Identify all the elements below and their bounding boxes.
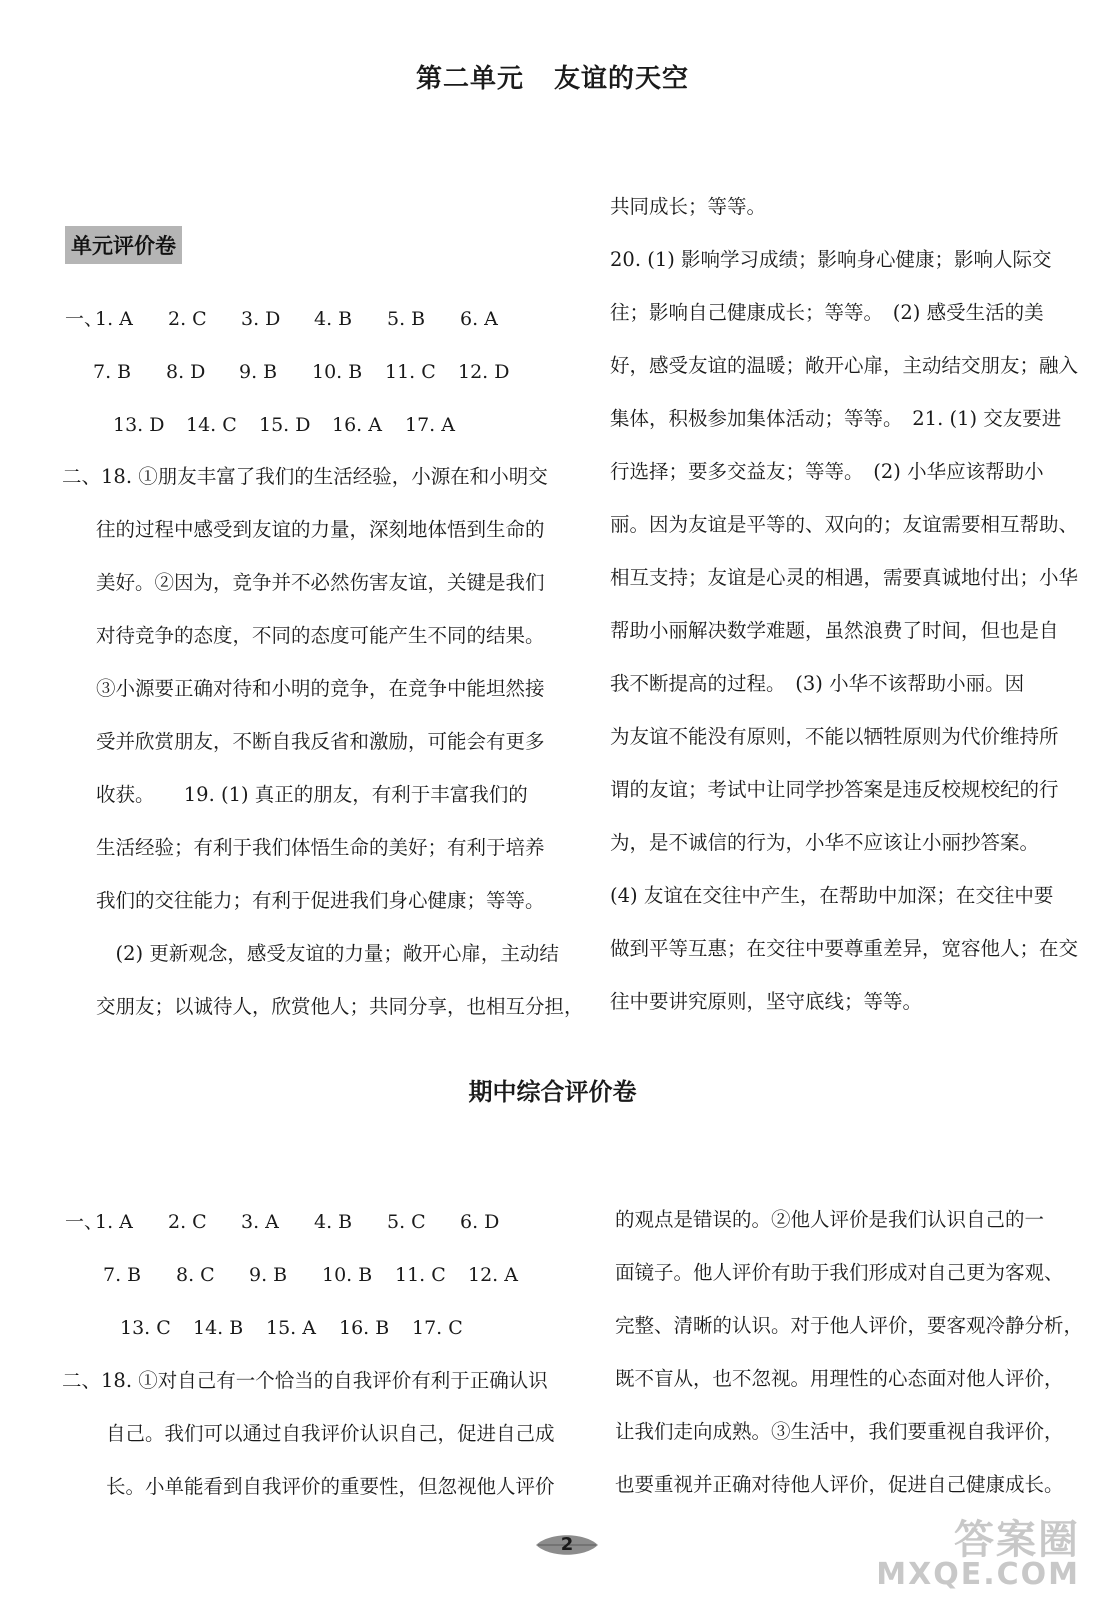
answer-line: 为，是不诚信的行为，小华不应该让小丽抄答案。 [610,831,1040,854]
unit-right-column [610,180,1079,1028]
section-badge: 单元评价卷 [65,226,182,264]
answer-line: 面镜子。他人评价有助于我们形成对自己更为客观、 [615,1261,1064,1284]
mc-row [65,1302,541,1355]
answer-line: 我不断提高的过程。 (3) 小华不该帮助小丽。因 [610,672,1025,695]
mc-answer: 3. A [241,1211,279,1233]
mc-answer: 7. B [93,361,132,383]
unit-left-column [62,450,584,1033]
answer-line: 二、18. ①对自己有一个恰当的自我评价有利于正确认识 [62,1369,548,1392]
page-number [532,1530,602,1560]
midterm-title: 期中综合评价卷 [468,1078,637,1106]
answer-line: 做到平等互惠；在交往中要尊重差异，宽容他人；在交 [610,937,1079,960]
unit-mc-answers [65,293,533,452]
midterm-right-column [615,1193,1084,1511]
mc-row [65,1196,541,1249]
answer-line: 谓的友谊；考试中让同学抄答案是违反校规校纪的行 [610,778,1059,801]
midterm-left-column [62,1354,555,1513]
mc-answer: 11. C [395,1264,446,1286]
mc-answer: 13. D [113,414,165,436]
answer-line: 相互支持；友谊是心灵的相遇，需要真诚地付出；小华 [610,566,1079,589]
answer-line: 自己。我们可以通过自我评价认识自己，促进自己成 [106,1422,555,1445]
answer-line: 行选择；要多交益友；等等。 (2) 小华应该帮助小 [610,460,1044,483]
mc-answer: 10. B [322,1264,373,1286]
mc-answer: 9. B [239,361,278,383]
mc-answer: 17. A [405,414,455,436]
answer-line: 集体，积极参加集体活动；等等。 21. (1) 交友要进 [610,407,1062,430]
answer-line: 帮助小丽解决数学难题，虽然浪费了时间，但也是自 [610,619,1059,642]
answer-line: 为友谊不能没有原则，不能以牺牲原则为代价维持所 [610,725,1059,748]
answer-line: 我们的交往能力；有利于促进我们身心健康；等等。 [96,889,545,912]
mc-answer: 2. C [168,308,207,330]
mc-answer: 1. A [95,1211,133,1233]
answer-line: 交朋友；以诚待人，欣赏他人；共同分享，也相互分担， [96,995,584,1018]
mc-answer: 15. A [266,1317,316,1339]
answer-line: 二、18. ①朋友丰富了我们的生活经验，小源在和小明交 [62,465,548,488]
answer-line: 也要重视并正确对待他人评价，促进自己健康成长。 [615,1473,1064,1496]
answer-line: 20. (1) 影响学习成绩；影响身心健康；影响人际交 [610,248,1052,271]
mc-answer: 7. B [103,1264,142,1286]
mc-answer: 10. B [312,361,363,383]
answer-line: 让我们走向成熟。③生活中，我们要重视自我评价， [615,1420,1064,1443]
mc-answer: 8. D [166,361,206,383]
answer-line: 往；影响自己健康成长；等等。 (2) 感受生活的美 [610,301,1044,324]
mc-answer: 6. A [460,308,498,330]
answer-line: 完整、清晰的认识。对于他人评价，要客观冷静分析， [615,1314,1084,1337]
mc-answer: 6. D [460,1211,500,1233]
answer-line: 美好。②因为，竞争并不必然伤害友谊，关键是我们 [96,571,545,594]
answer-line: 往中要讲究原则，坚守底线；等等。 [610,990,923,1013]
mc-row [65,293,533,346]
watermark [876,1517,1080,1592]
unit-label: 第二单元 [415,64,524,94]
mc-row [65,346,533,399]
answer-line: 受并欣赏朋友，不断自我反省和激励，可能会有更多 [96,730,545,753]
page-number-text: 2 [560,1534,574,1555]
mc-answer: 17. C [412,1317,463,1339]
mc-answer: 16. B [339,1317,390,1339]
answer-line: 收获。 19. (1) 真正的朋友，有利于丰富我们的 [96,783,528,806]
mc-answer: 16. A [332,414,382,436]
watermark-line2: MXQE.COM [876,1557,1080,1592]
mc-row [65,1249,541,1302]
answer-line: (2) 更新观念，感受友谊的力量；敞开心扉，主动结 [96,942,559,965]
mc-answer: 11. C [385,361,436,383]
answer-line: (4) 友谊在交往中产生，在帮助中加深；在交往中要 [610,884,1054,907]
mc-prefix: 一、 [65,1211,104,1233]
mc-prefix: 一、 [65,308,104,330]
answer-line: 的观点是错误的。②他人评价是我们认识自己的一 [615,1208,1045,1231]
answer-line: 往的过程中感受到友谊的力量，深刻地体悟到生命的 [96,518,545,541]
answer-line: 对待竞争的态度，不同的态度可能产生不同的结果。 [96,624,545,647]
midterm-mc-answers [65,1196,541,1355]
mc-answer: 4. B [314,1211,353,1233]
answer-line: 共同成长；等等。 [610,195,767,218]
mc-answer: 14. B [193,1317,244,1339]
mc-answer: 13. C [120,1317,171,1339]
mc-answer: 5. B [387,308,426,330]
mc-answer: 8. C [176,1264,215,1286]
mc-answer: 9. B [249,1264,288,1286]
page-title [0,58,1105,95]
mc-answer: 12. A [468,1264,518,1286]
mc-answer: 3. D [241,308,281,330]
unit-name: 友谊的天空 [554,64,690,94]
answer-line: 生活经验；有利于我们体悟生命的美好；有利于培养 [96,836,545,859]
mc-answer: 15. D [259,414,311,436]
watermark-line1: 答案圈 [954,1517,1080,1563]
mc-answer: 5. C [387,1211,426,1233]
answer-line: 好，感受友谊的温暖；敞开心扉，主动结交朋友；融入 [610,354,1079,377]
mc-answer: 4. B [314,308,353,330]
mc-answer: 2. C [168,1211,207,1233]
mc-row [65,399,533,452]
answer-line: 既不盲从，也不忽视。用理性的心态面对他人评价， [615,1367,1064,1390]
mc-answer: 14. C [186,414,237,436]
mc-answer: 12. D [458,361,510,383]
mc-answer: 1. A [95,308,133,330]
answer-line: 长。小单能看到自我评价的重要性，但忽视他人评价 [106,1475,555,1498]
answer-line: 丽。因为友谊是平等的、双向的；友谊需要相互帮助、 [610,513,1079,536]
answer-line: ③小源要正确对待和小明的竞争，在竞争中能坦然接 [96,677,545,700]
